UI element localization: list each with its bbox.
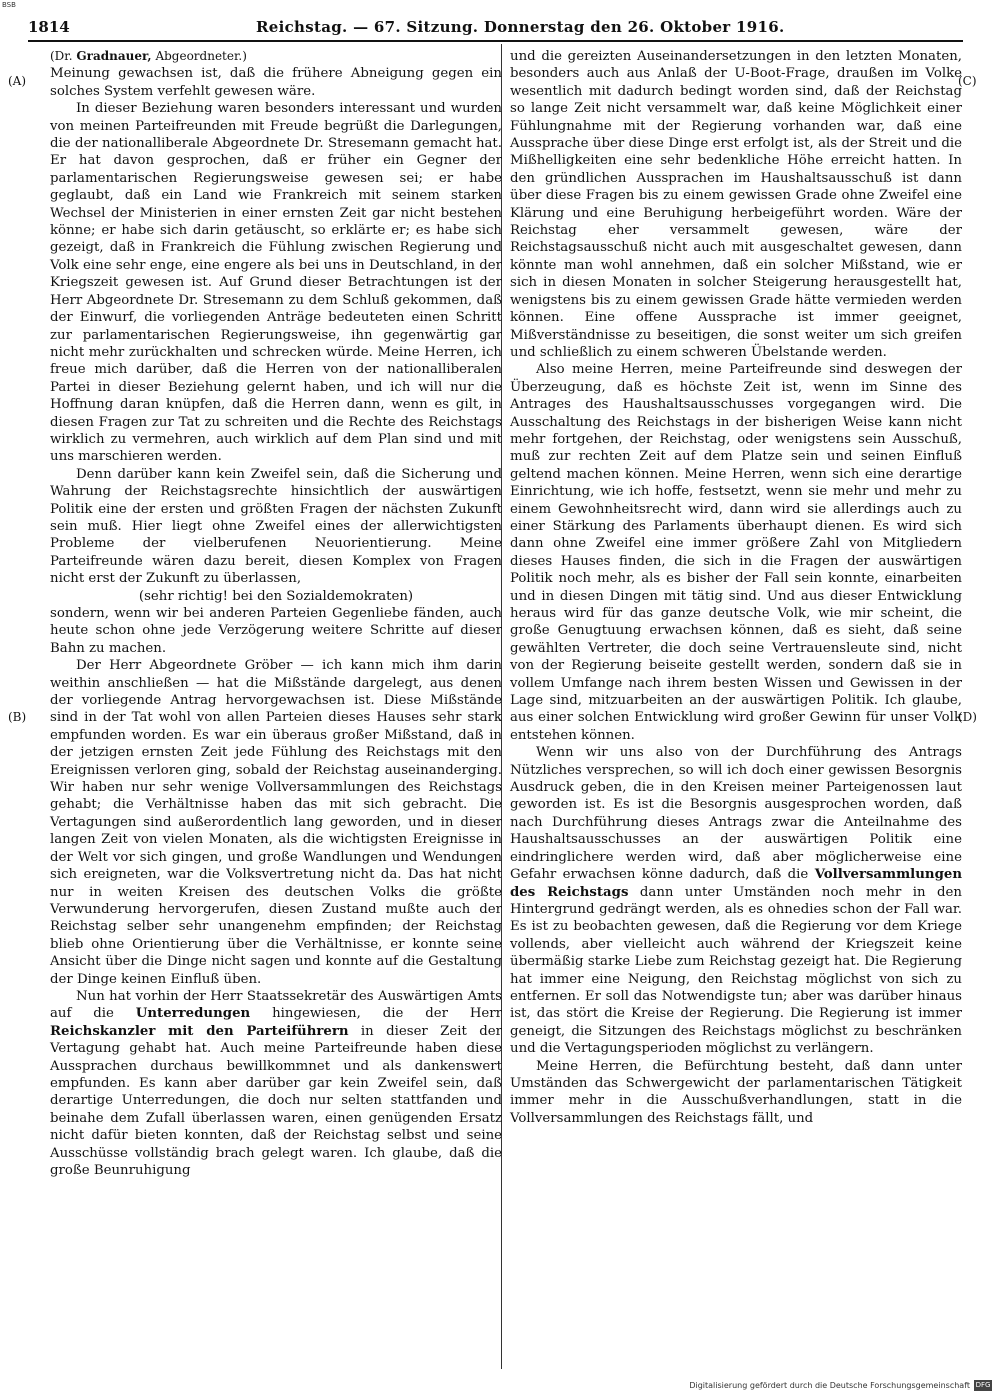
emphasis: Reichskanzler mit den Parteiführern: [50, 1023, 349, 1039]
paragraph: und die gereizten Auseinandersetzungen in den letzten Monaten, besonders auch aus Anlaß der U-Boot-Frage, draußen im Volke wesentlich mit dadurch bedingt worden sind, daß der Reichstag so lange Zeit nicht versammelt war, daß keine Möglichkeit einer Fühlungnahme mit der Regierung vorhanden war, daß eine Aussprache über diese Dinge erst erfolgt ist, als der Streit und die Mißhelligkeiten eine sehr bedenkliche Höhe erreicht hatten. In den gründlichen Aussprachen im Haushaltsausschuß ist dann über diese Fragen bis zu einem gewissen Grade ohne Zweifel eine Klärung und eine Beruhigung herbeigeführt worden. Wäre der Reichstag eher versammelt gewesen, wäre der Reichstagsausschuß nicht auch mit ausgeschaltet gewesen, dann könnte man wohl annehmen, daß ein solcher Mißstand, wie er sich in diesen Monaten in solcher Steigerung herausgestellt hat, wenigstens bis zu einem gewissen Grade hätte vermieden werden können. Eine offene Aussprache ist immer geeignet, Mißverständnisse zu beseitigen, die sonst weiter um sich greifen und schließlich zu einem schweren Übelstande werden.: [510, 49, 962, 360]
paragraph: In dieser Beziehung waren besonders interessant und wurden von meinen Parteifreunden mit Freude begrüßt die Darlegungen, die der nationalliberale Abgeordnete Dr. Stresemann gemacht hat. Er hat davon gesprochen, daß er früher ein Gegner der parlamentarischen Regierungsweise gewesen sei; er habe geglaubt, daß ein Land wie Frankreich mit seinem starken Wechsel der Ministerien in einer ernsten Zeit gar nicht bestehen könne; er habe sich darin getäuscht, so erklärte er; es habe sich gezeigt, daß in Frankreich die Fühlung zwischen Regierung und Volk eine sehr enge, eine engere als bei uns in Deutschland, in der Kriegszeit gewesen ist. Auf Grund dieser Betrachtungen ist der Herr Abgeordnete Dr. Stresemann zu dem Schluß gekommen, daß der Einwurf, die vorliegenden Anträge bedeuteten einen Schritt zur parlamentarischen Regierungsweise, ihn gegenwärtig gar nicht mehr zurückhalten und schrecken würde. Meine Herren, ich freue mich darüber, daß die Herren von der nationalliberalen Partei in dieser Beziehung gelernt haben, und ich will nur die Hoffnung daran knüpfen, daß die Herren dann, wenn es gilt, in diesen Fragen zur Tat zu schreiten und die Rechte des Reichstags wirklich zu vermehren, auch wirklich auf dem Plan sind und mit uns marschieren werden.: [50, 101, 502, 465]
left-column: [50, 48, 502, 1179]
text-run: Nun hat vorhin der Herr Staatssekretär des Auswärtigen Amts auf die: [50, 988, 502, 1022]
text-run: Wenn wir uns also von der Durchführung des Antrags Nützliches versprechen, so will ich doch einer gewissen Besorgnis Ausdruck geben, die in den Kreisen meiner Parteigenossen laut geworden ist. Es ist die Besorgnis ausgesprochen worden, daß nach Durchführung dieses Antrags zwar die Anteilnahme des Haushaltsausschusses an der auswärtigen Politik eine eindringlichere werden wird, daß aber möglicherweise eine Gefahr erwachsen könne dadurch, daß die: [510, 745, 962, 883]
right-column: [510, 48, 962, 1127]
speaker-prefix: (Dr.: [50, 49, 73, 63]
paragraph: Denn darüber kann kein Zweifel sein, daß die Sicherung und Wahrung der Reichstagsrechte hinsichtlich der auswärtigen Politik eine der ersten und größten Fragen der nächsten Zukunft sein muß. Hier liegt ohne Zweifel eines der allerwichtigsten Probleme der vielberufenen Neuorientierung. Meine Parteifreunde wären dazu bereit, diesen Komplex von Fragen nicht erst der Zukunft zu überlassen,: [50, 466, 502, 587]
paragraph: Also meine Herren, meine Parteifreunde sind deswegen der Überzeugung, daß es höchste Zeit ist, wenn im Sinne des Antrages des Haushaltsausschusses vorgegangen wird. Die Ausschaltung des Reichstags in der bisherigen Weise kann nicht mehr fortgehen, der Reichstag, oder wenigstens sein Ausschuß, muß zur rechten Zeit auf dem Platze sein und seinen Einfluß geltend machen können. Meine Herren, wenn sich eine derartige Einrichtung, wie ich hoffe, festsetzt, wenn sie mehr und mehr zu einem Gewohnheitsrecht wird, dann wird sie allerdings auch zu einer Stärkung des Parlaments überhaupt dienen. Es wird sich dann ohne Zweifel eine immer größere Zahl von Mitgliedern dieses Hauses finden, die sich in die Fragen der auswärtigen Politik noch mehr, als es bisher der Fall sein konnte, einarbeiten und in diesen Dingen mit tätig sind. Und aus dieser Entwicklung heraus wird für das ganze deutsche Volk, wie mir scheint, die große Genugtuung erwachsen können, daß es sieht, daß seine gewählten Vertreter, die doch seine Vertrauensleute sind, nicht von der Regierung beiseite gestellt werden, sondern daß sie in vollem Umfange nach ihrem besten Wissen und Gewissen in der Lage sind, mitzuarbeiten an der auswärtigen Politik. Ich glaube, aus einer solchen Entwicklung wird großer Gewinn für unser Volk entstehen können.: [510, 362, 962, 743]
page-header: [28, 16, 963, 38]
text-run: in dieser Zeit der Vertagung gehabt hat. Auch meine Parteifreunde haben diese Aussprachen durchaus bewillkommnet und als dankenswert empfunden. Es kann aber darüber gar kein Zweifel sein, daß derartige Unterredungen, die doch nur selten stattfanden und beinahe dem Zufall überlassen waren, einen genügenden Ersatz nicht dafür bieten konnten, daß der Reichstag selbst und seine Ausschüsse vollständig brach gelegt waren. Ich glaube, daß die große Beunruhigung: [50, 1023, 502, 1178]
page-number: 1814: [28, 18, 70, 36]
margin-mark-a: (A): [8, 74, 27, 88]
margin-mark-d: (D): [958, 710, 977, 724]
dfg-logo: DFG: [975, 1381, 991, 1389]
page-title: Reichstag. — 67. Sitzung. Donnerstag den 26. Oktober 1916.: [256, 18, 785, 36]
paragraph: Der Herr Abgeordnete Gröber — ich kann mich ihm darin weithin anschließen — hat die Mißstände dargelegt, aus denen der vorliegende Antrag hervorgewachsen ist. Diese Mißstände sind in der Tat wohl von allen Parteien dieses Hauses sehr stark empfunden worden. Es war ein überaus großer Mißstand, daß in der jetzigen ernsten Zeit jede Fühlung des Reichstags mit den Ereignissen verloren ging, sobald der Reichstag auseinanderging. Wir haben nur sehr wenige Vollversammlungen des Reichstags gehabt; die Verhältnisse haben das mit sich gebracht. Die Vertagungen sind außerordentlich lang geworden, und in dieser langen Zeit von vielen Monaten, als die wichtigsten Ereignisse in der Welt vor sich gingen, und große Wandlungen und Wendungen sich ereigneten, war die Volksvertretung nicht da. Das hat nicht nur in weiten Kreisen des deutschen Volks die größte Verwunderung hervorgerufen, diesen Zustand mußte auch der Reichstag selber sehr unangenehm empfinden; der Reichstag blieb ohne Orientierung über die Verhältnisse, er konnte seine Ansicht über die Dinge nicht sagen und konnte auf die Gestaltung der Dinge keinen Einfluß üben.: [50, 658, 502, 987]
speaker-suffix: Abgeordneter.): [155, 49, 247, 63]
paragraph: sondern, wenn wir bei anderen Parteien Gegenliebe fänden, auch heute schon ohne jede Verzögerung weitere Schritte auf dieser Bahn zu machen.: [50, 606, 502, 656]
paragraph: [510, 744, 962, 1057]
paragraph: Meinung gewachsen ist, daß die frühere Abneigung gegen ein solches System verfehlt gewesen wäre.: [50, 66, 502, 99]
paragraph: Meine Herren, die Befürchtung besteht, daß dann unter Umständen das Schwergewicht der parlamentarischen Tätigkeit immer mehr in die Ausschußverhandlungen, statt in die Vollversammlungen des Reichstags fällt, und: [510, 1058, 962, 1126]
emphasis: Vollversammlungen des Reichstags: [510, 867, 962, 900]
interjection: (sehr richtig! bei den Sozialdemokraten): [138, 588, 414, 604]
paragraph: [50, 988, 502, 1179]
text-run: hingewiesen, die der Herr: [250, 1006, 502, 1022]
library-mark: BSB: [2, 1, 16, 9]
header-rule: [28, 40, 963, 42]
emphasis: Unterredungen: [135, 1006, 251, 1022]
footer-credit: Digitalisierung gefördert durch die Deutsche Forschungsgemeinschaft: [689, 1381, 970, 1390]
margin-mark-c: (C): [958, 74, 977, 88]
margin-mark-b: (B): [8, 710, 27, 724]
speaker-line: [50, 48, 502, 65]
speaker-name: Gradnauer,: [76, 49, 152, 63]
text-run: dann unter Umständen noch mehr in den Hintergrund gedrängt werden, als es ohnedies schon der Fall war. Es ist zu beobachten gewesen, daß die Regierung vor dem Kriege vollends, aber vielleicht auch während der Kriegszeit keine übermäßig starke Liebe zum Reichstag gezeigt hat. Die Regierung hat immer eine Neigung, den Reichstag möglichst von sich zu entfernen. Er soll das Notwendigste tun; aber was darüber hinaus ist, das stört die Kreise der Regierung. Die Regierung ist immer geneigt, die Sitzungen des Reichstags möglichst zu beschränken und die Vertagungsperioden möglichst zu verlängern.: [510, 884, 962, 1057]
